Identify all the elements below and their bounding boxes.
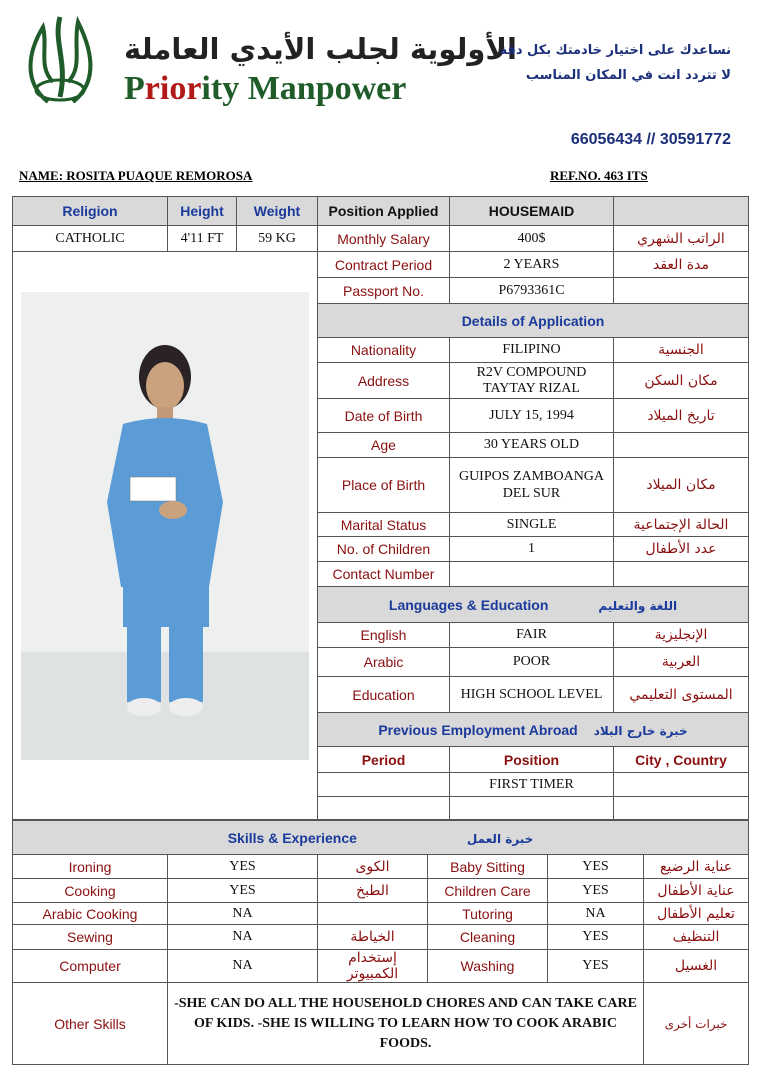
skill-ironing-value: YES [168,855,318,879]
age-label: Age [318,433,450,458]
salary-label: Monthly Salary [318,226,450,252]
skill-baby-sitting-arabic: عناية الرضيع [644,855,749,879]
city-country-header: City , Country [614,747,749,773]
logo-english-text: Priority Manpower [124,70,407,107]
arabic-arabic: العربية [614,648,749,677]
children-arabic: عدد الأطفال [614,537,749,562]
period-header: Period [318,747,450,773]
skills-table [12,820,749,1065]
phone-numbers: 66056434 // 30591772 [570,131,731,148]
place-of-birth-label: Place of Birth [318,458,450,513]
company-logo [18,12,108,112]
skill-cooking-arabic: الطبخ [318,879,428,903]
marital-status-label: Marital Status [318,513,450,537]
application-table [12,196,749,820]
skill-sewing-arabic: الخياطة [318,925,428,950]
dob-label: Date of Birth [318,399,450,433]
skill-arabic-cooking-value: NA [168,903,318,925]
children-label: No. of Children [318,537,450,562]
weight-header: Weight [237,197,318,226]
religion-header: Religion [13,197,168,226]
contact-number-label: Contact Number [318,562,450,587]
skill-children-care-label: Children Care [428,879,548,903]
employment-section-title: Previous Employment Abroad خبرة خارج البلاد [318,713,749,747]
skill-ironing-label: Ironing [13,855,168,879]
children-value: 1 [450,537,614,562]
education-value: HIGH SCHOOL LEVEL [450,677,614,713]
nationality-label: Nationality [318,338,450,363]
skill-baby-sitting-label: Baby Sitting [428,855,548,879]
address-arabic: مكان السكن [614,363,749,399]
height-value: 4'11 FT [168,226,237,252]
skill-children-care-value: YES [548,879,644,903]
candidate-photo [13,252,318,818]
skill-baby-sitting-value: YES [548,855,644,879]
marital-status-value: SINGLE [450,513,614,537]
skill-tutoring-value: NA [548,903,644,925]
skill-arabic-cooking-label: Arabic Cooking [13,903,168,925]
skill-washing-label: Washing [428,950,548,983]
place-of-birth-value: GUIPOS ZAMBOANGA DEL SUR [450,458,614,513]
skill-cooking-label: Cooking [13,879,168,903]
photo-cell [13,252,318,820]
tagline-line-2: لا تتردد انت في المكان المناسب [525,68,731,83]
skill-computer-arabic: إستخدام الكمبيوتر [318,950,428,983]
skill-children-care-arabic: عناية الأطفال [644,879,749,903]
salary-arabic: الراتب الشهري [614,226,749,252]
contract-arabic: مدة العقد [614,252,749,278]
skills-section-title: Skills & Experience خبرة العمل [13,821,749,855]
english-label: English [318,623,450,648]
position-header: Position [450,747,614,773]
arabic-label: Arabic [318,648,450,677]
details-section-title: Details of Application [318,304,749,338]
skill-sewing-value: NA [168,925,318,950]
nationality-arabic: الجنسية [614,338,749,363]
religion-value: CATHOLIC [13,226,168,252]
skill-cleaning-label: Cleaning [428,925,548,950]
skill-cleaning-value: YES [548,925,644,950]
languages-section-title: Languages & Education اللغة والتعليم [318,587,749,623]
employment-position-value: FIRST TIMER [450,773,614,797]
address-value: R2V COMPOUND TAYTAY RIZAL [450,363,614,399]
education-label: Education [318,677,450,713]
skill-cleaning-arabic: التنظيف [644,925,749,950]
position-applied-label: Position Applied [318,197,450,226]
skill-computer-value: NA [168,950,318,983]
english-value: FAIR [450,623,614,648]
age-value: 30 YEARS OLD [450,433,614,458]
arabic-value: POOR [450,648,614,677]
reference-number: REF.NO. 463 ITS [550,168,648,183]
place-of-birth-arabic: مكان الميلاد [614,458,749,513]
skill-cooking-value: YES [168,879,318,903]
skill-washing-value: YES [548,950,644,983]
address-label: Address [318,363,450,399]
height-header: Height [168,197,237,226]
other-skills-label: Other Skills [13,983,168,1065]
skill-tutoring-arabic: تعليم الأطفال [644,903,749,925]
salary-value: 400$ [450,226,614,252]
contract-value: 2 YEARS [450,252,614,278]
nationality-value: FILIPINO [450,338,614,363]
other-skills-arabic: خبرات أخرى [644,983,749,1065]
candidate-name: NAME: ROSITA PUAQUE REMOROSA [19,168,253,183]
skill-washing-arabic: الغسيل [644,950,749,983]
skill-ironing-arabic: الكوى [318,855,428,879]
marital-status-arabic: الحالة الإجتماعية [614,513,749,537]
skill-computer-label: Computer [13,950,168,983]
passport-value: P6793361C [450,278,614,304]
skill-sewing-label: Sewing [13,925,168,950]
position-applied-value: HOUSEMAID [450,197,614,226]
other-skills-text: -SHE CAN DO ALL THE HOUSEHOLD CHORES AND CAN TAKE CARE OF KIDS. -SHE IS WILLING TO LEARN HOW TO COOK ARABIC FOODS. [168,983,644,1065]
contract-label: Contract Period [318,252,450,278]
passport-label: Passport No. [318,278,450,304]
dob-arabic: تاريخ الميلاد [614,399,749,433]
education-arabic: المستوى التعليمي [614,677,749,713]
english-arabic: الإنجليزية [614,623,749,648]
dob-value: JULY 15, 1994 [450,399,614,433]
weight-value: 59 KG [237,226,318,252]
logo-arabic-text: الأولوية لجلب الأيدي العاملة [124,32,517,66]
tagline [499,38,731,88]
tagline-line-1: نساعدك على اختيار خادمتك بكل دقة [499,43,731,58]
skill-tutoring-label: Tutoring [428,903,548,925]
